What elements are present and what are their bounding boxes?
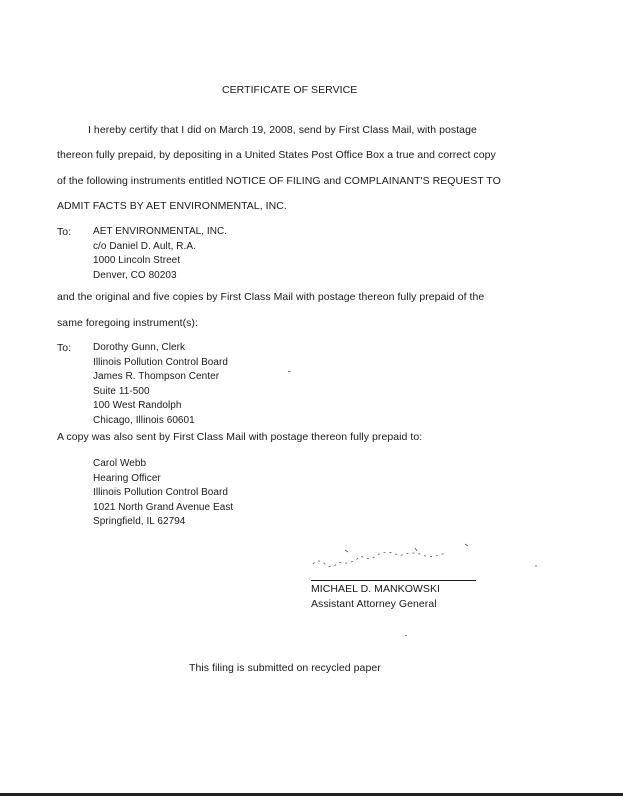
- address-line: James R. Thompson Center: [93, 371, 220, 382]
- page-bottom-edge: [0, 793, 623, 796]
- clerk-address-block: [93, 341, 228, 428]
- paragraph-2-line-1: and the original and five copies by First Class Mail with postage thereon fully prepaid of the: [57, 291, 485, 303]
- paragraph-1-line-2: thereon fully prepaid, by depositing in a United States Post Office Box a true and correct copy: [57, 149, 496, 161]
- document-title: CERTIFICATE OF SERVICE: [222, 84, 358, 96]
- address-line: Suite 11-500: [93, 385, 150, 397]
- paragraph-3: A copy was also sent by First Class Mail with postage thereon fully prepaid to:: [57, 431, 423, 443]
- paragraph-1-line-3: of the following instruments entitled NOTICE OF FILING and COMPLAINANT'S REQUEST TO: [57, 175, 501, 187]
- hearing-officer-address-block: [93, 457, 233, 530]
- scan-artifact: [405, 635, 407, 636]
- address-line: Hearing Officer: [93, 472, 161, 484]
- scan-artifact: [288, 371, 291, 372]
- recipient-address-block: [93, 225, 227, 283]
- address-line: 100 West Randolph: [93, 400, 182, 411]
- to-label-2: To:: [57, 342, 72, 354]
- paragraph-1-line-4: ADMIT FACTS BY AET ENVIRONMENTAL, INC.: [57, 200, 287, 212]
- address-line: Carol Webb: [93, 458, 147, 469]
- signature-line: [311, 580, 476, 581]
- address-line: Illinois Pollution Control Board: [93, 356, 229, 368]
- address-line: Illinois Pollution Control Board: [93, 487, 229, 498]
- address-line: Dorothy Gunn, Clerk: [93, 342, 186, 353]
- signer-name: MICHAEL D. MANKOWSKI: [311, 583, 440, 595]
- to-label: To:: [57, 226, 72, 238]
- address-line: c/o Daniel D. Ault, R.A.: [93, 240, 196, 252]
- address-line: 1021 North Grand Avenue East: [93, 501, 234, 513]
- address-line: 1000 Lincoln Street: [93, 255, 181, 266]
- address-line: AET ENVIRONMENTAL, INC.: [93, 226, 228, 237]
- paragraph-1-line-1: I hereby certify that I did on March 19, 2008, send by First Class Mail, with postage: [88, 124, 477, 136]
- paragraph-2-line-2: same foregoing instrument(s):: [57, 317, 198, 329]
- recycled-paper-note: This filing is submitted on recycled paper: [189, 662, 381, 674]
- address-line: Chicago, Illinois 60601: [93, 414, 195, 426]
- address-line: Springfield, IL 62794: [93, 516, 186, 527]
- signer-title: Assistant Attorney General: [311, 598, 437, 610]
- address-line: Denver, CO 80203: [93, 269, 177, 281]
